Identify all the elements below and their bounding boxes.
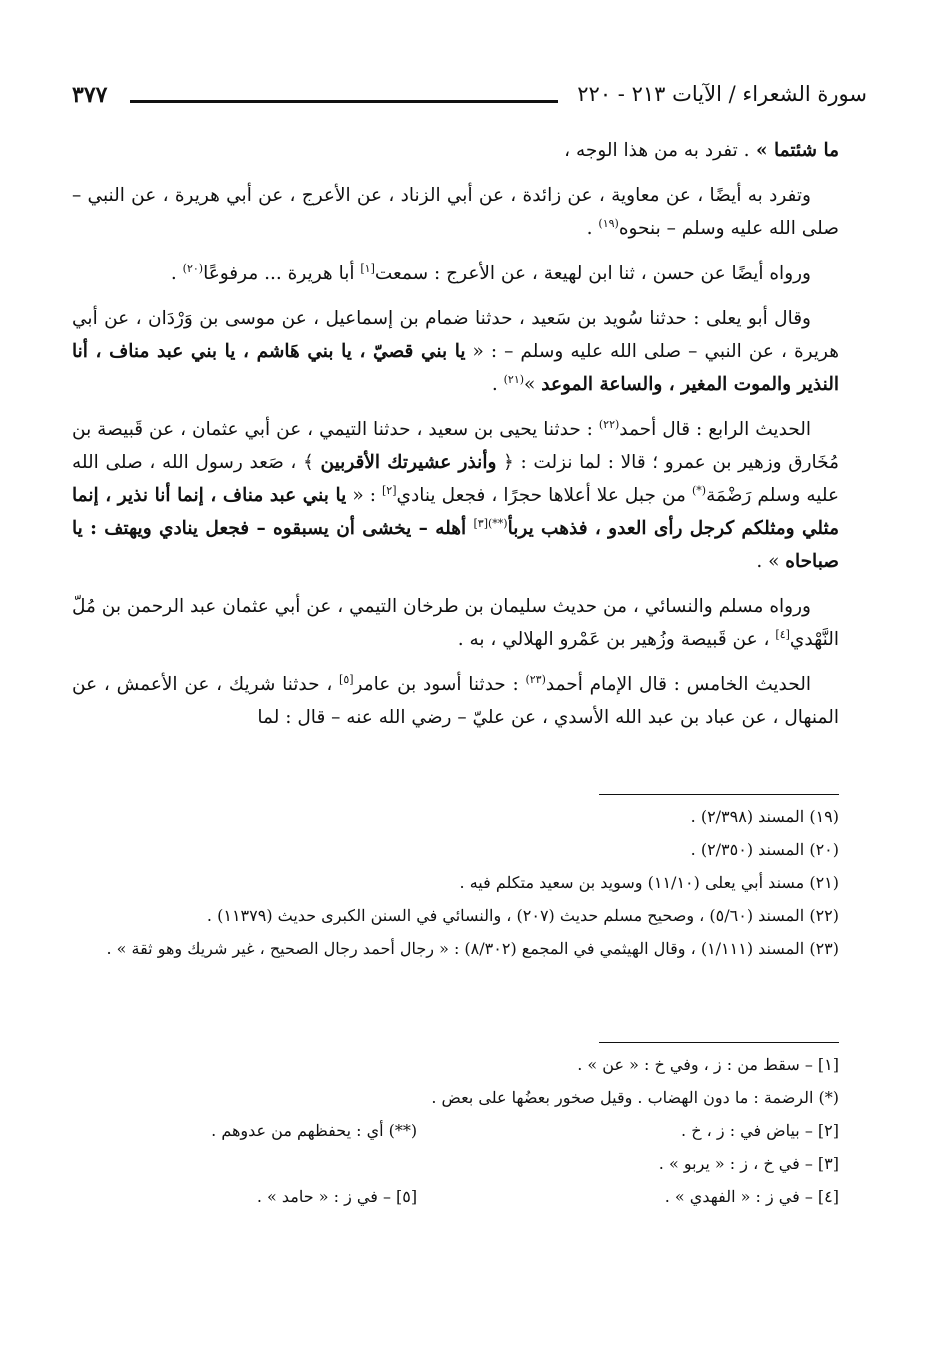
footnote-21: (٢١) مسند أبي يعلى (١١/١٠) وسويد بن سعيد متكلم فيه .: [459, 873, 839, 892]
paragraph-text: : حدثنا أسود بن عامر: [353, 674, 526, 695]
note-ref[interactable]: [١]: [360, 261, 375, 275]
note-1: [١] – سقط من : ز ، وفي خ : « عن » .: [577, 1055, 839, 1074]
paragraph-text: ورواه أيضًا عن حسن ، ثنا ابن لهيعة ، عن الأعرج : سمعت: [374, 263, 811, 284]
footnote-ref[interactable]: (٢٢): [598, 417, 620, 431]
notes-row: [72, 1180, 839, 1213]
paragraph-text: ورواه مسلم والنسائي ، من حديث سليمان بن طرخان التيمي ، عن أبي عثمان عبد الرحمن بن مُلّ النَّهْدي: [72, 596, 839, 650]
bold-text: ما شئتما »: [749, 140, 839, 161]
header-rule: [130, 100, 558, 103]
paragraph-text: . تفرد به من هذا الوجه ،: [564, 140, 750, 161]
note-ref[interactable]: (*): [692, 483, 707, 497]
note-3: [٣] – في خ ، ز : « يربو » .: [658, 1154, 839, 1173]
footnote-22: (٢٢) المسند (٥/٦٠) ، وصحيح مسلم حديث (٢٠٧) ، والنسائي في السنن الكبرى حديث (١١٣٧٩) .: [206, 906, 839, 925]
editorial-notes: [72, 1048, 839, 1213]
notes-row: [72, 1114, 839, 1147]
footnote-divider: [599, 794, 839, 795]
paragraph-text: الحديث الخامس : قال الإمام أحمد: [545, 674, 811, 695]
paragraph-text: أبا هريرة ... مرفوعًا: [203, 263, 361, 284]
paragraph-text: .: [491, 374, 504, 395]
paragraph-text: ، حدثنا شريك ، عن الأعمش ، عن المنهال ، عن عباد بن عبد الله الأسدي ، عن عليّ – رضي الله عنه – قال : لما: [72, 674, 839, 728]
paragraph-3: [72, 257, 839, 290]
footnote-20: (٢٠) المسند (٢/٣٥٠) .: [690, 840, 839, 859]
paragraph-2: [72, 179, 839, 245]
note-star: (*) الرضمة : ما دون الهضاب . وقيل صخور بعضُها على بعض .: [431, 1088, 839, 1107]
header-title: سورة الشعراء / الآيات ٢١٣ - ٢٢٠: [577, 82, 867, 106]
paragraph-text: الحديث الرابع : قال أحمد: [619, 419, 812, 440]
paragraph-text: من جبل علا أعلاها حجرًا ، فجعل ينادي: [396, 485, 693, 506]
hadith-text: يا بني قصيّ ، يا بني هَاشم ، يا بني عبد مناف ، أنا النذير والموت المغير ، والساعة الموعد: [72, 341, 839, 395]
paragraph-text: »: [524, 374, 542, 395]
note-ref[interactable]: [٤]: [775, 627, 790, 641]
page-number: ٣٧٧: [72, 82, 108, 108]
paragraph-4: [72, 302, 839, 401]
note-ref[interactable]: [٥]: [339, 672, 354, 686]
quran-verse: وأنذر عشيرتك الأقربين: [320, 452, 497, 473]
paragraph-text: ﴾ ، صَعد رسول الله ، صلى الله عليه وسلم رَضْمَة: [72, 452, 839, 506]
paragraph-5: [72, 413, 839, 578]
main-text: [72, 134, 839, 746]
paragraph-7: [72, 668, 839, 734]
paragraph-6: [72, 590, 839, 656]
paragraph-text: : حدثنا يحيى بن سعيد ، حدثنا التيمي ، عن أبي عثمان ، عن قَبيصة بن مُخَارق وزهير بن عمرو ؛ قالا : لما نزلت : ﴿: [72, 419, 840, 473]
note-ref[interactable]: [٢]: [381, 483, 397, 497]
note-double-star: (**) أي : يحفظهم من عدوهم .: [211, 1121, 418, 1140]
paragraph-text: .: [170, 263, 183, 284]
note-ref[interactable]: (**)[٣]: [473, 516, 508, 530]
footnote-23: (٢٣) المسند (١/١١١) ، وقال الهيثمي في المجمع (٨/٣٠٢) : « رجال أحمد رجال الصحيح ، غير شريك وهو ثقة » .: [106, 939, 839, 958]
note-4: [٤] – في ز : « الفهدي » .: [664, 1187, 839, 1206]
hadith-text: يا بني عبد مناف ، إنما أنا نذير ، إنما مثلي ومثلكم كرجل رأى العدو ، فذهب يربأ: [72, 485, 839, 539]
footnote-19: (١٩) المسند (٢/٣٩٨) .: [690, 807, 839, 826]
footnote-ref[interactable]: (١٩): [598, 216, 619, 230]
paragraph-text: ، عن قَبيصة وزُهير بن عَمْرو الهلالي ، به .: [457, 629, 776, 650]
footnote-ref[interactable]: (٢١): [503, 372, 525, 386]
paragraph-text: : «: [346, 485, 382, 506]
note-5: [٥] – في ز : « حامد » .: [256, 1187, 418, 1206]
footnote-ref[interactable]: (٢٠): [182, 261, 204, 275]
footnotes: [72, 800, 839, 965]
footnote-ref[interactable]: (٢٣): [525, 672, 546, 686]
notes-divider: [599, 1042, 839, 1043]
running-header: [72, 82, 867, 116]
paragraph-text: وتفرد به أيضًا ، عن معاوية ، عن زائدة ، عن أبي الزناد ، عن الأعرج ، عن أبي هريرة ، عن النبي – صلى الله عليه وسلم – بنحوه: [72, 185, 839, 239]
paragraph-text: .: [586, 218, 599, 239]
note-2: [٢] – بياض في : ز ، خ .: [681, 1121, 839, 1140]
hadith-text: أهله – يخشى أن يسبقوه – فجعل ينادي ويهتف : يا صباحاه: [72, 518, 839, 572]
paragraph-text: » .: [756, 551, 786, 572]
paragraph-text: وقال أبو يعلى : حدثنا سُويد بن سَعيد ، حدثنا ضمام بن إسماعيل ، عن موسى بن وَرْدَان ، عن أبي هريرة ، عن النبي – صلى الله عليه وسلم – : «: [72, 308, 840, 362]
paragraph-1: [72, 134, 839, 167]
